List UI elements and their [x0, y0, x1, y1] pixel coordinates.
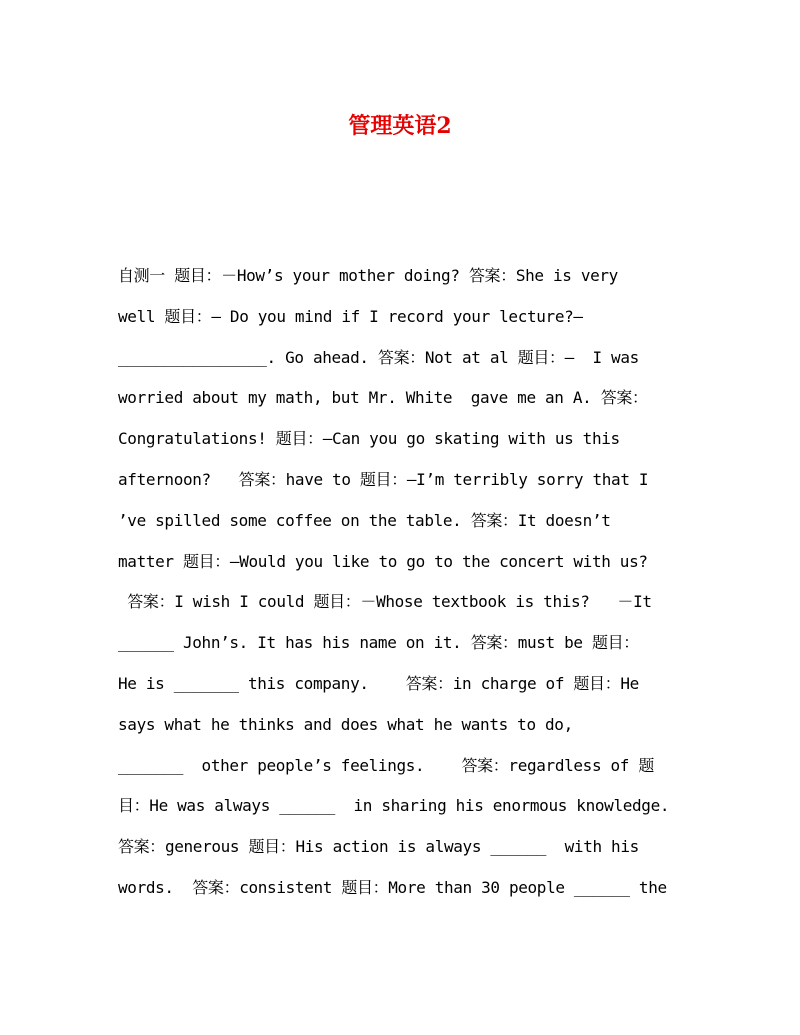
document-body [118, 256, 683, 909]
text-line: says what he thinks and does what he wants to do, [118, 714, 573, 734]
text-line: 答案：I wish I could 题目：－Whose textbook is this? －It [118, 592, 652, 612]
text-line: 目：He was always ______ in sharing his enormous knowledge. [118, 796, 670, 816]
text-line: ________________. Go ahead. 答案：Not at al 题目：— I was [118, 347, 639, 367]
text-line: 答案：generous 题目：His action is always ______ with his [118, 837, 639, 857]
text-line: ______ John’s. It has his name on it. 答案：must be 题目： [118, 633, 639, 653]
text-line: words. 答案：consistent 题目：More than 30 people ______ the [118, 877, 667, 897]
text-line: He is _______ this company. 答案：in charge of 题目：He [118, 673, 639, 693]
text-line: 自测一 题目：－How’s your mother doing? 答案：She is very [118, 266, 618, 285]
text-line: Congratulations! 题目：—Can you go skating with us this [118, 429, 620, 449]
text-line: _______ other people’s feelings. 答案：regardless of 题 [118, 755, 655, 775]
document-title: 管理英语2 [348, 113, 452, 139]
text-line: well 题目：— Do you mind if I record your lecture?— [118, 306, 583, 326]
text-line: worried about my math, but Mr. White gave me an A. 答案： [118, 388, 648, 408]
text-line: matter 题目：—Would you like to go to the concert with us? [118, 551, 648, 571]
text-line: afternoon? 答案：have to 题目：—I’m terribly sorry that I [118, 469, 649, 489]
text-line: ’ve spilled some coffee on the table. 答案：It doesn’t [118, 510, 611, 530]
